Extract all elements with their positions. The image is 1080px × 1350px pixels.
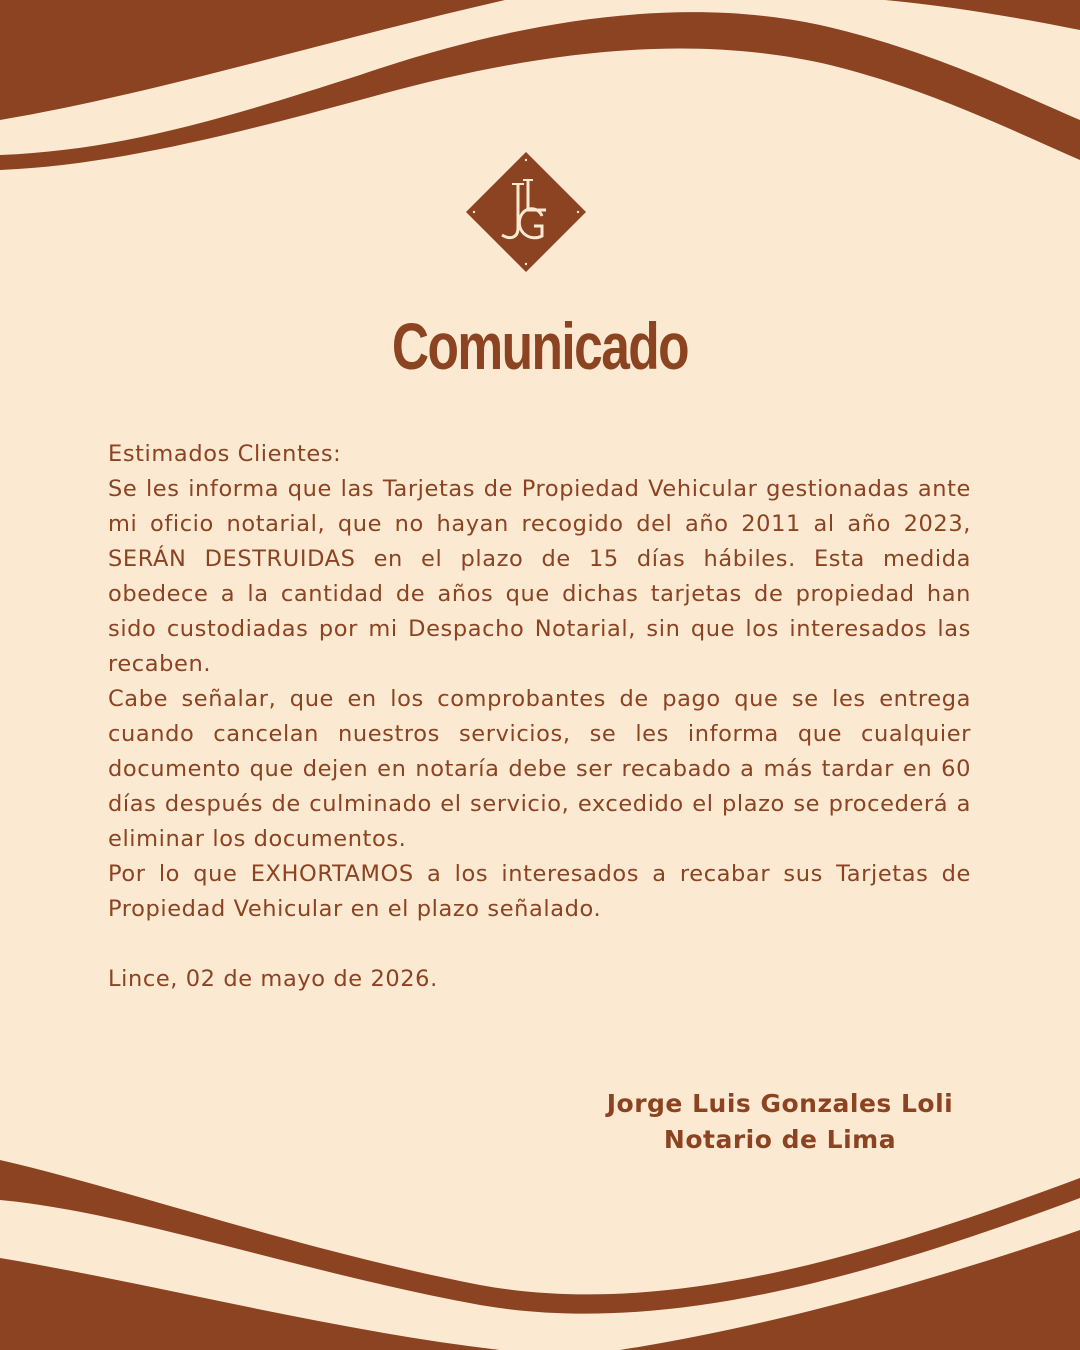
letter-paragraph: Por lo que EXHORTAMOS a los interesados a recabar sus Tarjetas de Propiedad Vehicular en el plazo señalado. [108, 861, 971, 922]
letter-paragraph: Cabe señalar, que en los comprobantes de pago que se les entrega cuando cancelan nuestros servicios, se les informa que cualquier documento que dejen en notaría debe ser recabado a más tardar en 60 días después de culminado el servicio, excedido el plazo se procederá a eliminar los documentos. [108, 686, 971, 852]
bottom-fill-wave [0, 1258, 500, 1350]
letter-body [108, 437, 971, 997]
letter-paragraph: Se les informa que las Tarjetas de Propiedad Vehicular gestionadas ante mi oficio notarial, que no hayan recogido del año 2011 al año 2023, SERÁN DESTRUIDAS en el plazo de 15 días hábiles. Esta medida obedece a la cantidad de años que dichas tarjetas de propiedad han sido custodiadas por mi Despacho Notarial, sin que los interesados las recaben. [108, 476, 971, 677]
paragraph-spacer [108, 927, 971, 962]
top-right-wave [885, 0, 1080, 30]
letter-greeting: Estimados Clientes: [108, 441, 342, 467]
signature-block [560, 1086, 1000, 1158]
letter-date: Lince, 02 de mayo de 2026. [108, 966, 438, 992]
signature-name: Jorge Luis Gonzales Loli [606, 1089, 954, 1118]
page-title: Comunicado [391, 309, 689, 383]
signature-role: Notario de Lima [663, 1125, 897, 1154]
notary-monogram-logo [466, 152, 586, 272]
